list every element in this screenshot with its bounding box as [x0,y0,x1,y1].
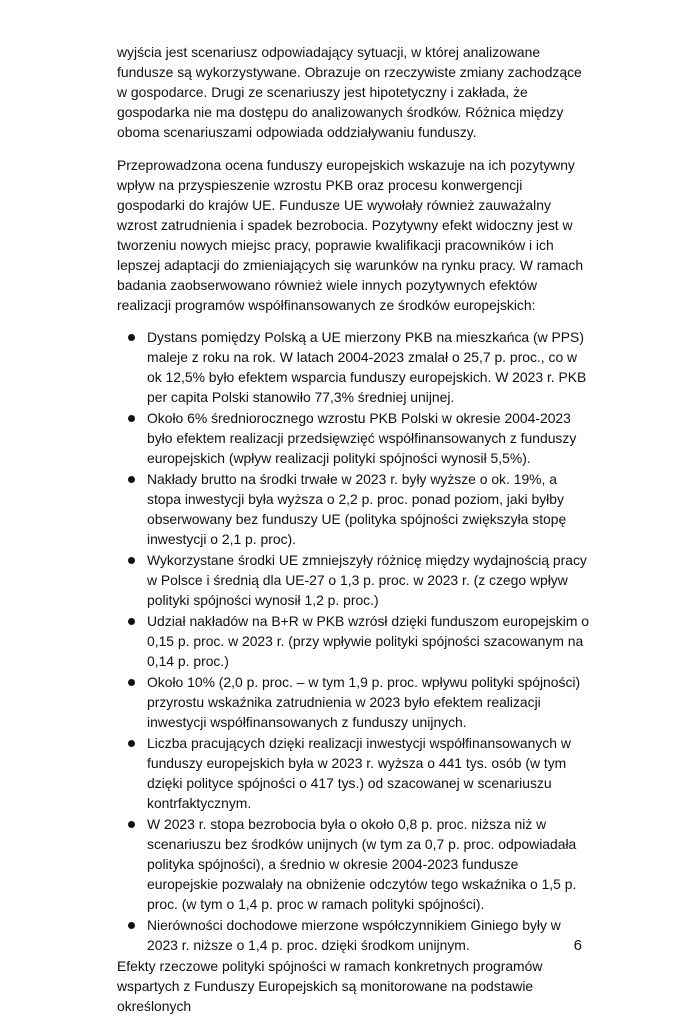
bullet-icon [128,821,135,828]
list-item [117,469,592,549]
list-item-text: Około 6% średniorocznego wzrostu PKB Polski w okresie 2004-2023 było efektem realizacji przedsięwzięć współfinansowanych z funduszy europejskich (wpływ realizacji polityki spójności wynosił 5,5%). [147,410,577,466]
paragraph-monitoring: Efekty rzeczowe polityki spójności w ramach konkretnych programów wspartych z Funduszy Europejskich są monitorowane na podstawie określonych [117,958,543,1014]
bullet-icon [128,740,135,747]
list-item [117,550,592,610]
page-number: 6 [573,937,582,954]
list-item [117,611,592,671]
document-page [117,42,592,1016]
bullet-icon [128,679,135,686]
list-item-text: Nierówności dochodowe mierzone współczynnikiem Giniego były w 2023 r. niższe o 1,4 p. proc. dzięki środkom unijnym. [147,917,561,953]
list-item-text: Dystans pomiędzy Polską a UE mierzony PKB na mieszkańca (w PPS) maleje z roku na rok. W latach 2004-2023 zmalał o 25,7 p. proc., co w ok 12,5% było efektem wsparcia funduszy europejskich. W 2023 r. PKB per capita Polski stanowiło 77,3% średniej unijnej. [147,329,587,405]
list-item [117,733,592,813]
bullet-icon [128,922,135,929]
bullet-icon [128,618,135,625]
bullet-icon [128,415,135,422]
paragraph-scenario-description: wyjścia jest scenariusz odpowiadający sytuacji, w której analizowane fundusze są wykorzystywane. Obrazuje on rzeczywiste zmiany zachodzące w gospodarce. Drugi ze scenariuszy jest hipotetyczny i zakłada, że gospodarka nie ma dostępu do analizowanych środków. Różnica między oboma scenariuszami odpowiada oddziaływaniu funduszy. [117,44,582,140]
list-item-text: Około 10% (2,0 p. proc. – w tym 1,9 p. proc. wpływu polityki spójności) przyrostu wskaźnika zatrudnienia w 2023 było efektem realizacji inwestycji współfinansowanych z funduszy unijnych. [147,674,581,730]
list-item-text: Udział nakładów na B+R w PKB wzrósł dzięki funduszom europejskim o 0,15 p. proc. w 2023 r. (przy wpływie polityki spójności szacowanym na 0,14 p. proc.) [147,613,589,669]
bullet-icon [128,557,135,564]
list-item-text: Nakłady brutto na środki trwałe w 2023 r. były wyższe o ok. 19%, a stopa inwestycji była wyższa o 2,2 p. proc. ponad poziom, jaki byłby obserwowany bez funduszy UE (polityka spójności zwiększyła stopę inwestycji o 2,1 p. proc). [147,471,567,547]
effects-bullet-list [117,327,592,955]
bullet-icon [128,334,135,341]
list-item [117,327,592,407]
list-item [117,814,592,914]
list-item-text: Wykorzystane środki UE zmniejszyły różnicę między wydajnością pracy w Polsce i średnią dla UE-27 o 1,3 p. proc. w 2023 r. (z czego wpływ polityki spójności wynosił 1,2 p. proc.) [147,552,587,608]
list-item-text: W 2023 r. stopa bezrobocia była o około 0,8 p. proc. niższa niż w scenariuszu bez środków unijnych (w tym za 0,7 p. proc. odpowiadała polityka spójności), a średnio w okresie 2004-2023 fundusze europejskie pozwalały na obniżenie odczytów tego wskaźnika o 1,5 p. proc. (w tym o 1,4 p. proc w ramach polityki spójności). [147,816,577,912]
list-item [117,672,592,732]
list-item-text: Liczba pracujących dzięki realizacji inwestycji współfinansowanych w funduszy europejskich była w 2023 r. wyższa o 441 tys. osób (w tym dzięki polityce spójności o 417 tys.) od szacowanej w scenariuszu kontrfaktycznym. [147,735,571,811]
list-item [117,915,592,955]
bullet-icon [128,476,135,483]
list-item [117,408,592,468]
paragraph-funds-assessment: Przeprowadzona ocena funduszy europejskich wskazuje na ich pozytywny wpływ na przyspieszenie wzrostu PKB oraz procesu konwergencji gospodarki do krajów UE. Fundusze UE wywołały również zauważalny wzrost zatrudnienia i spadek bezrobocia. Pozytywny efekt widoczny jest w tworzeniu nowych miejsc pracy, poprawie kwalifikacji pracowników i ich lepszej adaptacji do zmieniających się warunków na rynku pracy. W ramach badania zaobserwowano również wiele innych pozytywnych efektów realizacji programów współfinansowanych ze środków europejskich: [117,157,584,313]
